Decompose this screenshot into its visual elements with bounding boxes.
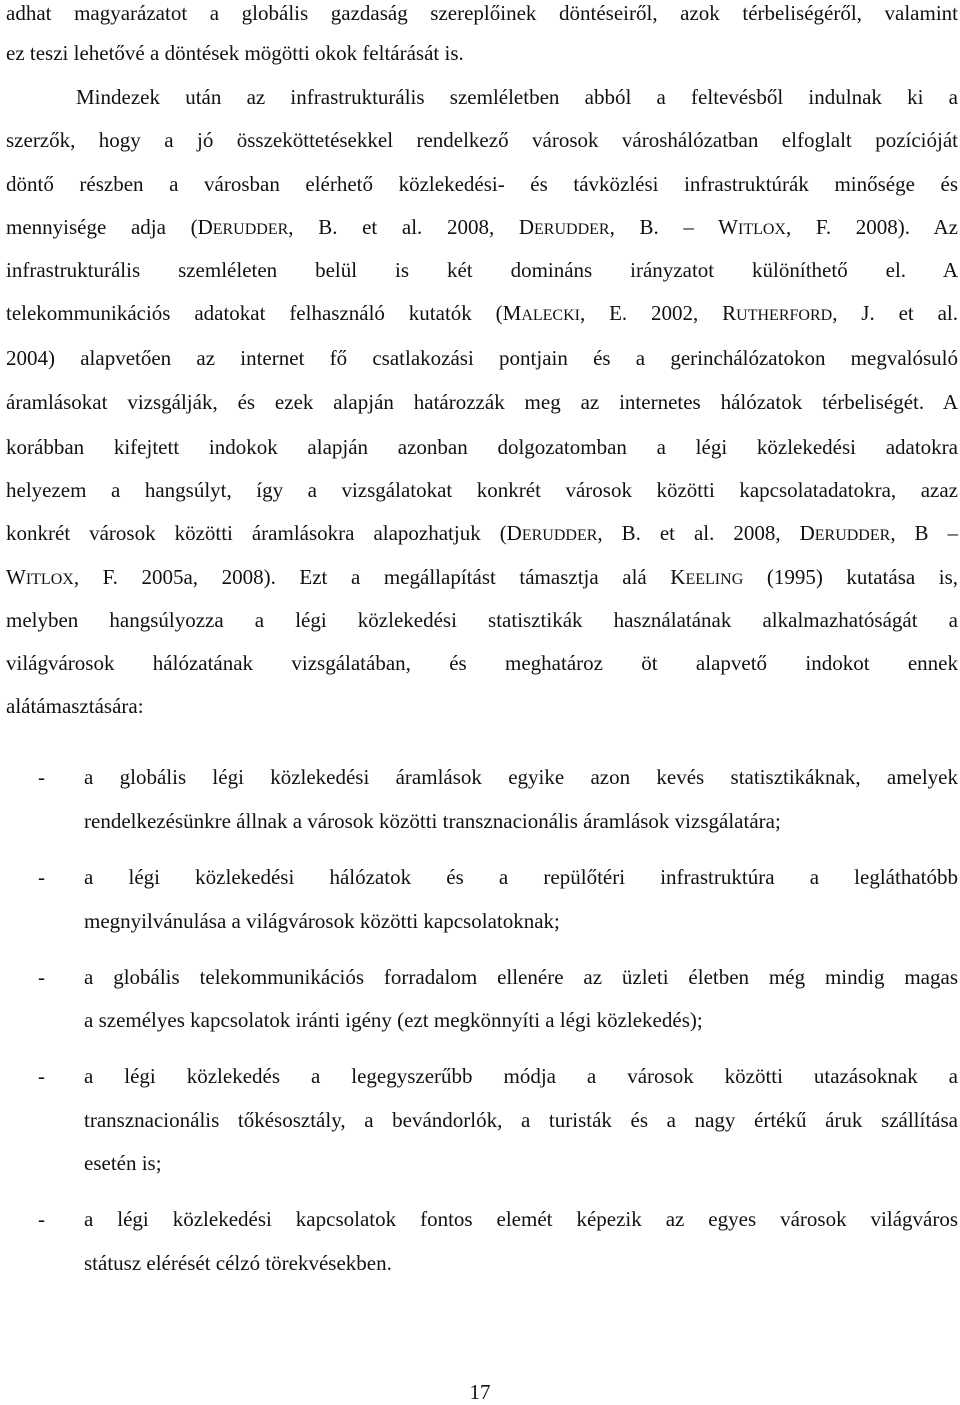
text-run: , B. et al. 2008, D [288, 215, 535, 239]
text-run: , F. 2005a, 2008). Ezt a megállapítást támasztja alá K [73, 565, 686, 589]
text-line-citation [6, 520, 958, 546]
bullet-marker: - [38, 1064, 45, 1088]
author-name: ERUDDER [534, 221, 610, 238]
list-item-line: státusz elérését célzó törekvésekben. [84, 1251, 392, 1275]
text-line-citation [6, 564, 958, 590]
list-item-line: a légi közlekedési kapcsolatok fontos elemét képezik az egyes városok világváros [84, 1207, 958, 1231]
author-name: ERUDDER [814, 527, 891, 544]
list-item-line: a személyes kapcsolatok iránti igény (ezt megkönnyíti a légi közlekedés); [84, 1008, 703, 1032]
page-number: 17 [469, 1380, 491, 1404]
author-name: ALECKI [521, 307, 580, 324]
text-line: melyben hangsúlyozza a légi közlekedési statisztikák használatának alkalmazhatóságát a [6, 608, 958, 632]
text-run: W [6, 565, 26, 589]
text-run: , E. 2002, R [579, 301, 737, 325]
author-name: UTHERFORD [736, 307, 833, 324]
text-run: konkrét városok közötti áramlásokra alapozhatjuk (D [6, 521, 522, 545]
text-run: , F. 2008). Az [785, 215, 958, 239]
list-item-line: transznacionális tőkésosztály, a bevándorlók, a turisták és a nagy értékű áruk szállítása [84, 1108, 958, 1132]
bullet-marker: - [38, 865, 45, 889]
text-run: mennyisége adja (D [6, 215, 213, 239]
bullet-marker: - [38, 1207, 45, 1231]
text-line: 2004) alapvetően az internet fő csatlakozási pontjain és a gerinchálózatokon megvalósuló [6, 346, 958, 370]
bullet-marker: - [38, 765, 45, 789]
text-line: Mindezek után az infrastrukturális szemléletben abból a feltevésből indulnak ki a [76, 85, 958, 109]
list-item-line: a globális telekommunikációs forradalom ellenére az üzleti életben még mindig magas [84, 965, 958, 989]
author-name: EELING [685, 571, 744, 588]
text-line: szerzők, hogy a jó összeköttetésekkel rendelkező városok városhálózatban elfoglalt pozícióját [6, 128, 958, 152]
text-line-citation [6, 214, 958, 240]
author-name: ERUDDER [212, 221, 289, 238]
list-item-line: a légi közlekedési hálózatok és a repülőtéri infrastruktúra a legláthatóbb [84, 865, 958, 889]
text-run: telekommunikációs adatokat felhasználó kutatók (M [6, 301, 522, 325]
text-run: , J. et al. [832, 301, 959, 325]
author-name: ITLOX [738, 221, 786, 238]
text-line: adhat magyarázatot a globális gazdaság szereplőinek döntéseiről, azok térbeliségéről, valamint [6, 1, 958, 25]
list-item-line: esetén is; [84, 1151, 162, 1175]
text-line: ez teszi lehetővé a döntések mögötti okok feltárását is. [6, 41, 464, 65]
text-run: , B – [890, 521, 959, 545]
text-line: alátámasztására: [6, 694, 144, 718]
text-run: , B. et al. 2008, D [597, 521, 815, 545]
text-line: döntő részben a városban elérhető közlekedési- és távközlési infrastruktúrák minősége és [6, 172, 958, 196]
list-item-line: rendelkezésünkre állnak a városok közötti transznacionális áramlások vizsgálatára; [84, 809, 781, 833]
author-name: ITLOX [25, 571, 74, 588]
text-line: korábban kifejtett indokok alapján azonban dolgozatomban a légi közlekedési adatokra [6, 435, 958, 459]
text-line: áramlásokat vizsgálják, és ezek alapján határozzák meg az internetes hálózatok térbeliségét. A [6, 390, 958, 414]
text-line: infrastrukturális szemléleten belül is két domináns irányzatot különíthető el. A [6, 258, 958, 282]
text-line-citation [6, 300, 958, 326]
text-line: helyezem a hangsúlyt, így a vizsgálatokat konkrét városok közötti kapcsolatadatokra, azaz [6, 478, 958, 502]
list-item-line: a légi közlekedés a legegyszerűbb módja a városok közötti utazásoknak a [84, 1064, 958, 1088]
text-run: , B. – W [609, 215, 738, 239]
author-name: ERUDDER [521, 527, 598, 544]
text-line: világvárosok hálózatának vizsgálatában, és meghatároz öt alapvető indokot ennek [6, 651, 958, 675]
list-item-line: megnyilvánulása a világvárosok közötti kapcsolatoknak; [84, 909, 560, 933]
bullet-marker: - [38, 965, 45, 989]
text-run: (1995) kutatása is, [743, 565, 959, 589]
list-item-line: a globális légi közlekedési áramlások egyike azon kevés statisztikáknak, amelyek [84, 765, 958, 789]
